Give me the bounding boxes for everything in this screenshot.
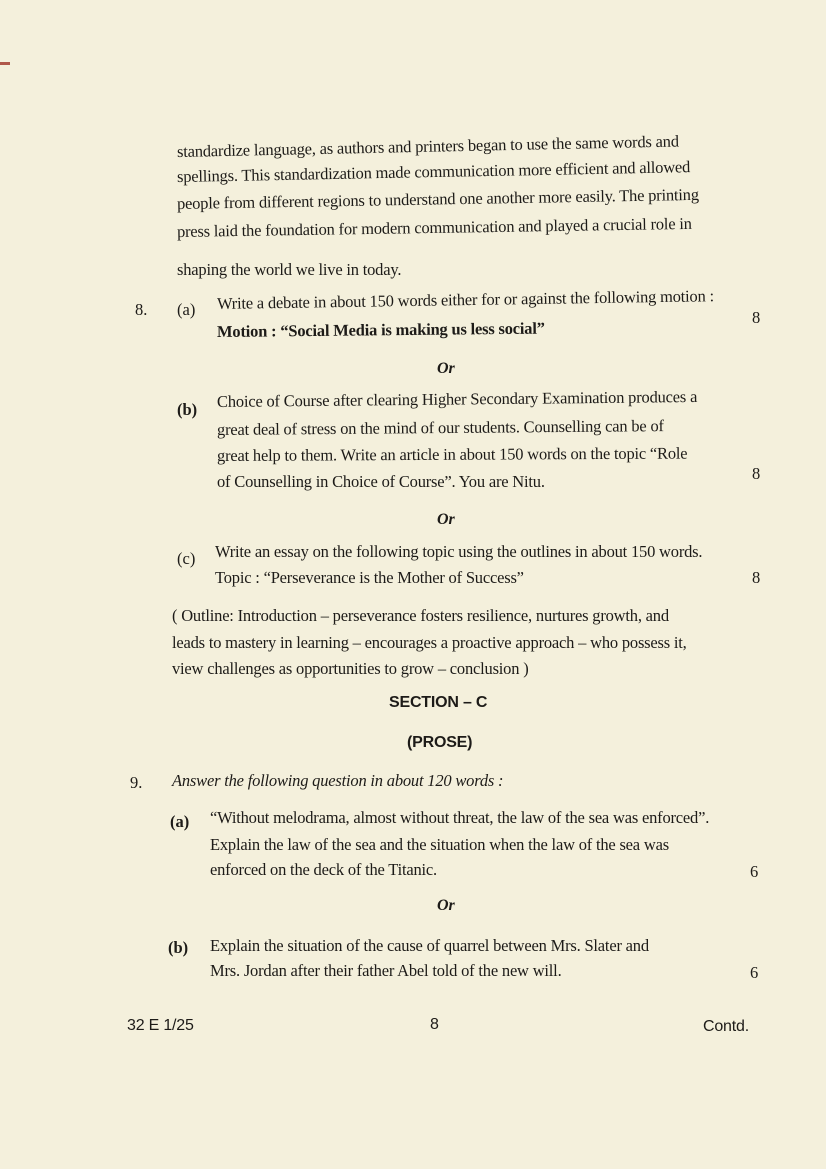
question-line: “Without melodrama, almost without threat, the law of the sea was enforced”. xyxy=(210,808,710,827)
question-line: Mrs. Jordan after their father Abel told of the new will. xyxy=(210,961,562,980)
section-title: SECTION – C xyxy=(389,694,488,711)
marks: 6 xyxy=(750,963,759,982)
question-line: great help to them. Write an article in about 150 words on the topic “Role xyxy=(216,443,688,465)
passage-line: standardize language, as authors and printers began to use the same words and xyxy=(176,131,679,161)
question-line: Write an essay on the following topic using the outlines in about 150 words. xyxy=(215,542,703,561)
marks: 8 xyxy=(752,308,761,327)
passage-line: spellings. This standardization made communication more efficient and allowed xyxy=(176,157,691,186)
or-divider: Or xyxy=(437,897,455,914)
outline-line: view challenges as opportunities to grow – conclusion ) xyxy=(172,659,529,678)
question-line: Choice of Course after clearing Higher Secondary Examination produces a xyxy=(216,386,698,411)
marks: 6 xyxy=(750,862,759,881)
passage-line: people from different regions to understand one another more easily. The printing xyxy=(176,184,699,213)
question-line: Explain the law of the sea and the situation when the law of the sea was xyxy=(210,835,669,854)
question-number: 9. xyxy=(130,773,143,792)
option-label: (c) xyxy=(177,549,196,568)
passage-line: press laid the foundation for modern communication and played a crucial role in xyxy=(176,213,692,241)
question-instruction: Answer the following question in about 120 words : xyxy=(172,771,504,790)
paper-code: 32 E 1/25 xyxy=(127,1017,194,1034)
question-line: enforced on the deck of the Titanic. xyxy=(210,860,437,879)
option-label: (b) xyxy=(168,938,189,957)
or-divider: Or xyxy=(437,360,455,377)
outline-line: ( Outline: Introduction – perseverance fosters resilience, nurtures growth, and xyxy=(172,606,669,625)
question-line: great deal of stress on the mind of our students. Counselling can be of xyxy=(216,416,664,439)
outline-line: leads to mastery in learning – encourages a proactive approach – who possess it, xyxy=(172,633,687,652)
question-line: of Counselling in Choice of Course”. You are Nitu. xyxy=(217,472,545,491)
option-label: (b) xyxy=(177,400,198,419)
scan-mark xyxy=(0,62,10,65)
question-line: Write a debate in about 150 words either for or against the following motion : xyxy=(216,286,715,313)
passage-line: shaping the world we live in today. xyxy=(177,260,402,279)
option-label: (a) xyxy=(170,812,190,831)
motion-line: Motion : “Social Media is making us less social” xyxy=(216,318,545,341)
marks: 8 xyxy=(752,464,761,483)
marks: 8 xyxy=(752,568,761,587)
topic-line: Topic : “Perseverance is the Mother of Success” xyxy=(215,568,524,587)
section-subtitle: (PROSE) xyxy=(407,734,473,751)
continued-label: Contd. xyxy=(703,1018,749,1035)
or-divider: Or xyxy=(437,511,455,528)
option-label: (a) xyxy=(177,300,196,319)
question-line: Explain the situation of the cause of quarrel between Mrs. Slater and xyxy=(210,936,649,955)
question-number: 8. xyxy=(135,300,148,319)
page-number: 8 xyxy=(430,1016,439,1033)
